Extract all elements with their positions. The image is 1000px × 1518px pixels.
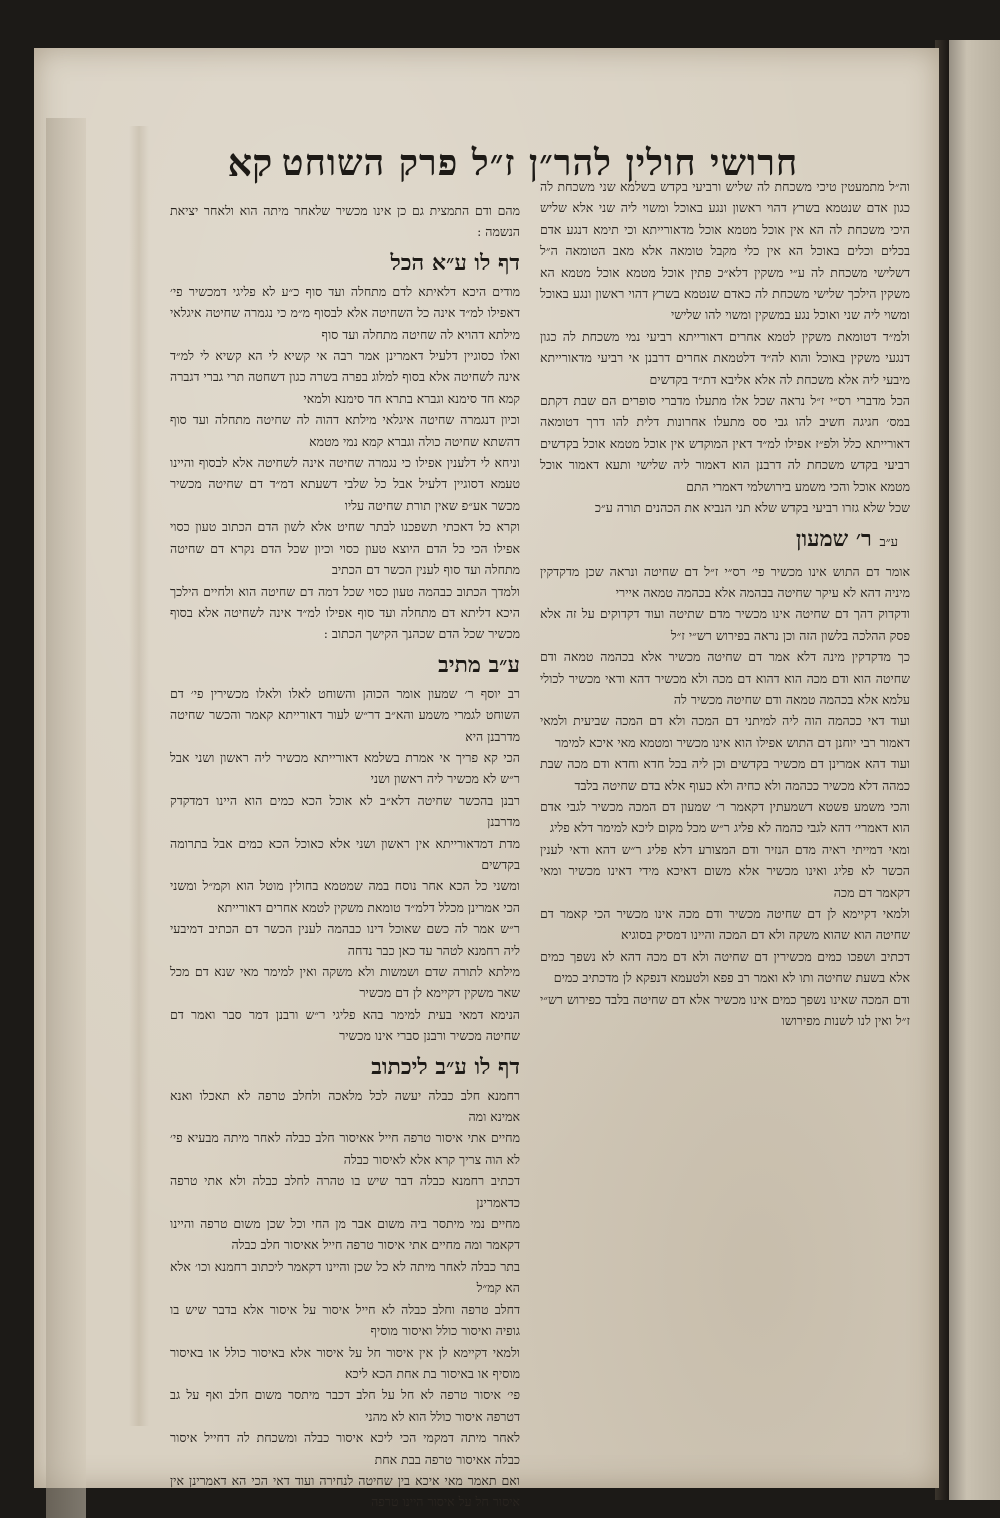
right-paragraph: ודם המכה שאינו נשפך כמים אינו מכשיר אלא דם שחיטה בלבד כפירוש רש״י ז״ל ואין לנו לשנות מפירושו	[540, 991, 910, 1029]
right-paragraph: ועוד דהא אמרינן דם מכשיר בקדשים וכן ליה בכל חדא וחדא ודם מכה שבת כמהה דלא מכשיר ככהמה ולא כחיה ולא כעוף אלא בדם שחיטה בלבד	[540, 756, 910, 793]
left-paragraph: ולמאי דקיימא לן אין איסור חל על איסור אלא באיסור כולל או באיסור מוסיף או באיסור בת אחת הכא ליכא	[170, 1344, 520, 1381]
page-torn-edge	[46, 118, 86, 1518]
left-paragraph: הנימא דמאי בעית למימר בהא פליגי ר״ש ורבנן דמר סבר ואמר דם שחיטה מכשיר ורבנן סברי אינו מכשיר	[170, 1006, 520, 1044]
left-paragraph: וניחא לי דלענין אפילו כי נגמרה שחיטה אינה לשחיטה אלא לבסוף והיינו טעמא דסוגיין דלעיל אבל כל שלבי דשעתא דמ״ד דם שחיטה מכשיר מכשר אע״פ שאין תורת שחיטה עליו	[170, 455, 520, 513]
left-column	[170, 200, 520, 1510]
left-paragraph: ואם תאמר מאי איכא בין שחיטה לנחירה ועוד דאי הכי הא דאמרינן אין איסור חל על איסור היינו טרפה	[170, 1472, 520, 1510]
right-paragraph: ולמאי דקיימא לן דם שחיטה מכשיר ודם מכה אינו מכשיר הכי קאמר דם שחיטה הוא שהוא משקה ולא דם המכה והיינו דמסיק בסוגיא	[540, 906, 910, 943]
dibbur-rest: ע״ב	[879, 534, 898, 550]
left-paragraph: רבנן בהכשר שחיטה דלא״ב לא אוכל הכא כמים הוא היינו דמדקדק מדרבנן	[170, 792, 520, 830]
dibbur-hamatchil: דף לו ע״א הכל	[390, 249, 520, 276]
left-paragraph: ומשני כל הכא אחר נוסח במה שמטמא בחולין מוטל הוא וקמ״ל ומשני הכי אמרינן מכלל דלמ״ד טומאת משקין לטמא אחרים דאורייתא	[170, 878, 520, 915]
left-paragraph: מילתא לתורה שדם ושמשות ולא משקה ואין למימר מאי שנא דם מכל שאר משקין דקיימא לן דם מכשיר	[170, 964, 520, 1001]
left-paragraph: לאחר מיתה דמקמי הכי ליכא איסור כבלה ומשכחת לה דחייל איסור כבלה אאיסור טרפה בבת אחת	[170, 1430, 520, 1467]
right-paragraph: כך מדקדקין מינה דלא אמר דם שחיטה מכשיר אלא בכהמה טמאה ודם שחיטה הוא ודם מכה הוא דהוא דם מכה ולא מכשיר דהא ודאי מכשיר לכולי עלמא אלא בכהמה טמאה ודם שחיטה מכשיר לה	[540, 649, 910, 707]
left-paragraph: ואלו כסוגיין דלעיל דאמרינן אמר רבה אי קשיא לי הא קשיא לי למ״ד אינה לשחיטה אלא בסוף למלוג בפרה בשרה כגון דשחטה תרי גברי דגברה קמא חד סימנא וגברא בתרא חד סימנא ולמאי	[170, 348, 520, 406]
page-title: חרושי חולין להר״ן ז״ל פרק השוחט	[281, 142, 799, 184]
left-paragraph: דכתיב רחמנא כבלה דבר שיש בו טהרה לחלב כבלה ולא אתי טרפה כדאמרינן	[170, 1173, 520, 1210]
left-paragraph: הכי קא פריך אי אמרת בשלמא דאורייתא מכשיר ליה ראשון ושני אבל ר״ש לא מכשיר ליה ראשון ושני	[170, 749, 520, 787]
dibbur-head: ר׳ שמעון	[795, 525, 872, 552]
right-paragraph: שכל שלא גזרו רביעי בקדש שלא תני הנביא את הכהנים תורה ע״כ	[594, 500, 910, 516]
right-paragraph: ומאי דמייתי ראיה מדם הנזיר ודם המצורע דלא פליג ר״ש דהא ודאי לענין הכשר לא פליג ואינו מכשיר אלא משום דאיכא מידי דאינו מכשיר ומאי דקאמר דם מכה	[540, 841, 910, 900]
left-paragraph: דחלב טרפה וחלב כבלה לא חייל איסור על איסור אלא בדבר שיש בו גופיה ואיסור כולל ואיסור מוסיף	[170, 1301, 520, 1339]
left-paragraph: ר״ש אמר לה כשם שאוכל דינו כבהמה לענין הכשר דם הכתיב דמיבעי ליה רחמנא לטהר עד כאן כבר נדחה	[170, 921, 520, 958]
left-paragraph: ולמדך הכתוב כבהמה טעון כסוי שכל דמה דם שחיטה הוא ולחיים הילכך היכא דליתא דם מתחלה ועד סוף אפילו למ״ד אינה לשחיטה אלא בסוף מכשיר שכל הדם שכהנך הקישך הכתוב :	[170, 583, 520, 642]
left-paragraph: מחיים נמי מיתסר ביה משום אבר מן החי וכל שכן משום טרפה והיינו דקאמר ומה מחיים אתי איסור טרפה חייל אאיסור חלב כבלה	[170, 1216, 520, 1253]
dibbur-hamatchil: ע״ב מתיב	[438, 651, 520, 678]
left-paragraph: מחיים אתי איסור טרפה חייל אאיסור חלב כבלה לאחר מיתה מבעיא פי׳ לא הוה צריך קרא אלא לאיסור כבלה	[170, 1130, 520, 1167]
page-shadow	[129, 126, 149, 1426]
right-paragraph: ועוד דאי ככהמה הוה ליה למיתני דם המכה ולא דם המכה שביעית ולמאי דאמור רבי יוחנן דם התוש אפילו הוא אינו מכשיר ומטמא מאי איכא למימר	[540, 713, 910, 750]
dibbur-hamatchil: דף לו ע״ב ליכתוב	[371, 1053, 520, 1080]
right-paragraph: אומר דם התוש אינו מכשיר פי׳ רס״י ז״ל דם שחיטה ונראה שכן מדקדקין מיניה דהא לא עיקר שחיטה בבהמה אלא בכהמה טמאה איירי	[540, 563, 910, 600]
left-paragraph: בתר כבלה לאחר מיתה לא כל שכן והיינו דקאמר ליכתוב רחמנא וכו׳ אלא הא קמ״ל	[170, 1258, 520, 1296]
right-paragraph: דכתיב ושפכו כמים מכשירין דם שחיטה ולא דם מכה דהא לא נשפך כמים אלא בשעת שחיטה ותו לא ואמר רב פפא ולטעמא דנפקא לן מדכתיב כמים	[540, 948, 910, 986]
right-paragraph: ולמ״ד דטומאת משקין לטמא אחרים דאורייתא רביעי נמי משכחת לה כגון דנגעי משקין באוכל והוא לה״ד דלטמאת אחרים דרבנן אי רביעי מדאורייתא מיבעי ליה אלא משכחת לה אלא אליבא דת״ד בקדשים	[540, 328, 910, 387]
left-paragraph: רחמנא חלב כבלה יעשה לכל מלאכה ולחלב טרפה לא תאכלו ואנא אמינא ומה	[170, 1087, 520, 1125]
left-paragraph: וכיון דנגמרה שחיטה איגלאי מילתא דהוה לה שחיטה מתחלה ועד סוף דהשתא שחיטה כולה וגברא קמא נמי מטמא	[170, 412, 520, 449]
left-paragraph: רב יוסף ר׳ שמעון אומר הכוהן והשוחט לאלו ולאלו מכשירין פי׳ דם השוחט לגמרי משמע והא״ב דר״ש לעור דאורייתא קאמר והכשר שחיטה מדרבנן היא	[170, 685, 520, 744]
right-paragraph: ודקדוק דהך דם שחיטה אינו מכשיר מדם שתיטה ועוד דקדוקים על זה אלא פסק ההלכה בלשון הזה וכן נראה בפירוש רש״י ז״ל	[540, 606, 910, 643]
left-paragraph: וקרא כל דאכתי תשפכנו לבתר שחיט אלא לשון הדם הכתוב טעון כסוי אפילו הכי כל הדם היוצא טעון כסוי וכיון שכל הדם נקרא דם שחיטה מתחלה ועד סוף לענין הכשר דם הכתיב	[170, 519, 520, 578]
right-paragraph: והכי משמע פשטא דשמעתין דקאמר ר׳ שמעון דם המכה מכשיר לגבי אדם הוא דאמרי׳ דהא לגבי כהמה לא פליג ר״ש מכל מקום ליכא למימר דלא פליג	[540, 798, 910, 836]
left-paragraph: מדת דמדאורייתא אין ראשון ושני אלא כאוכל הכא כמים אבל בתרומה בקדשים	[170, 835, 520, 872]
facing-page	[945, 40, 1000, 1500]
right-column	[540, 176, 910, 1336]
left-paragraph: פי׳ איסור טרפה לא חל על חלב דכבר מיתסר משום חלב ואף על גב דטרפה איסור כולל הוא לא מהני	[170, 1387, 520, 1424]
folio-number: קא	[227, 140, 273, 185]
dibbur-hamatchil	[540, 523, 910, 559]
right-paragraph: וה״ל מתמעטין טיכי משכחת לה שליש ורביעי בקדש בשלמא שני משכחת לה כגון אדם שנטמא בשרץ דהוי ראשון ונגע באוכל ומשוי ליה שני אלא שליש היכי משכחת לה הא אין אוכל מטמא אוכל מדאורייתא וכי תימא דנגע אדם בכלים וכלים באוכל הא אין כלי מקבל טומאה אלא מאב הטומאה ה״ל דשלישי משכחת לה ע״י משקין דלא״כ פתין אוכל מטמא אוכל מטמא הא משקין הילכך שלישי משכחת לה כאדם שנטמא בשרץ דהוי ראשון ונגע באוכל ומשוי ליה שני ואוכל נגע במשקין ומשוי להו שלישי	[540, 179, 910, 323]
left-paragraph: מהם ודם התמצית גם כן אינו מכשיר שלאחר מיתה הוא ולאחר יציאת הנשמה :	[170, 203, 520, 240]
left-paragraph: מודים היכא דלאיתא לדם מתחלה ועד סוף כ״ע לא פליגי דמכשיר פי׳ דאפילו למ״ד אינה כל השחיטה אלא לבסוף מ״מ כי נגמרה שחיטה איגלאי מילתא דהויא לה שחיטה מתחלה ועד סוף	[170, 283, 520, 342]
right-paragraph: הכל מדברי רס״י ז״ל נראה שכל אלו מתעלו מדברי סופרים הם שבת דקתם במס׳ חגיגה חשיב להו גבי סס מתעלו אחרונות דלית להו דרך דטומאה דאורייתא כלל ולפ״ז אפילו למ״ד דאין המוקדש אין אוכל מטמא אוכל בקדשים רביעי בקדש משכחת לה דרבנן הוא דאמור ליה שלישי ותעא דאמור אוכל מטמא אוכל והכי משמע בירושלמי דאמרי התם	[540, 393, 910, 494]
